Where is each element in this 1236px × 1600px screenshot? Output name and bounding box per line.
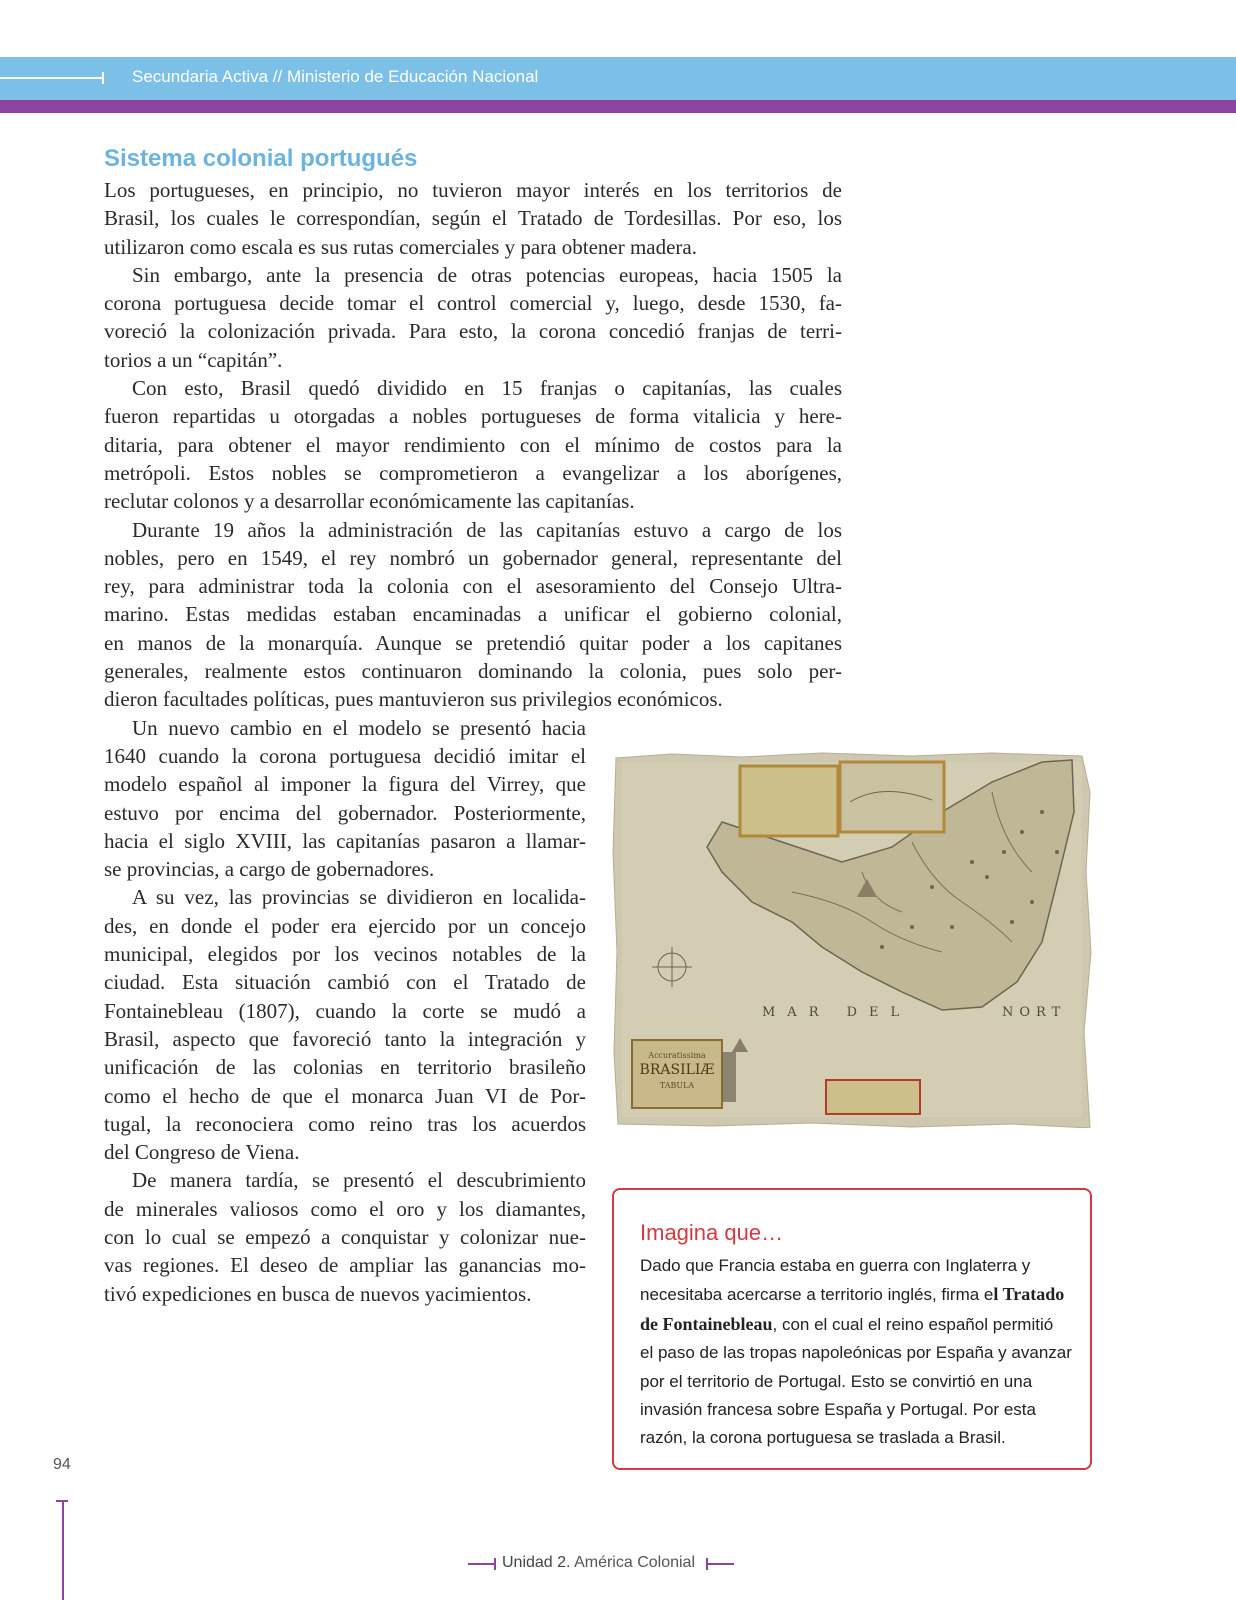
callout-body — [640, 1252, 1080, 1453]
text-line: ciudad. Esta situación cambió con el Tratado de — [104, 970, 586, 995]
text-line: metrópoli. Estos nobles se comprometieron a evangelizar a los aborígenes, — [104, 460, 842, 485]
text-line: tivó expediciones en busca de nuevos yacimientos. — [104, 1281, 532, 1306]
footer-left-tick — [494, 1558, 496, 1570]
map-cartouche-line-3: TABULA — [659, 1081, 695, 1090]
text-line: Brasil, aspecto que favoreció tanto la integración y — [104, 1026, 586, 1051]
footer-right-line — [706, 1563, 734, 1565]
text-line: hacia el siglo XVIII, las capitanías pasaron a llamar- — [104, 828, 586, 853]
callout-line — [640, 1280, 1080, 1309]
header-rule-tick — [102, 72, 104, 84]
callout-text: , con el cual el reino español permitió — [772, 1314, 1054, 1334]
footer-unit-name: América Colonial — [574, 1554, 695, 1571]
callout-text: Dado que Francia estaba en guerra con Inglaterra y — [640, 1256, 1031, 1275]
paragraph — [104, 374, 842, 515]
text-line: corona portuguesa decide tomar el control comercial y, luego, desde 1530, fa- — [104, 291, 842, 316]
header-title: Secundaria Activa // Ministerio de Educación Nacional — [132, 67, 539, 86]
text-line: en manos de la monarquía. Aunque se pretendió quitar poder a los capitanes — [104, 630, 842, 655]
callout-text: necesitaba acercarse a territorio inglés, firma e — [640, 1285, 994, 1305]
text-line: dieron facultades políticas, pues mantuvieron sus privilegios económicos. — [104, 687, 723, 712]
text-line: tugal, la reconociera como reino tras los acuerdos — [104, 1111, 586, 1136]
imagina-que-callout — [612, 1188, 1092, 1470]
text-line: reclutar colonos y a desarrollar económicamente las capitanías. — [104, 489, 635, 514]
text-line: nobles, pero en 1549, el rey nombró un gobernador general, representante del — [104, 545, 842, 570]
text-line: de minerales valiosos como el oro y los diamantes, — [104, 1196, 586, 1221]
paragraph — [104, 261, 842, 374]
callout-text: el paso de las tropas napoleónicas por España y avanzar — [640, 1343, 1072, 1363]
text-line: ditaria, para obtener el mayor rendimiento con el mínimo de costos para la — [104, 432, 842, 457]
header-stripe — [0, 100, 1236, 113]
text-line: modelo español al imponer la figura del Virrey, que — [104, 772, 586, 797]
text-line: des, en donde el poder era ejercido por un concejo — [104, 913, 586, 938]
text-line: Durante 19 años la administración de las capitanías estuvo a cargo de los — [132, 517, 842, 542]
text-line: voreció la colonización privada. Para esto, la corona concedió franjas de terri- — [104, 319, 842, 344]
text-line: De manera tardía, se presentó el descubrimiento — [132, 1168, 586, 1193]
text-line: Sin embargo, ante la presencia de otras potencias europeas, hacia 1505 la — [132, 262, 842, 287]
text-line: 1640 cuando la corona portuguesa decidió imitar el — [104, 743, 586, 768]
callout-bold-text: de Fontainebleau — [640, 1313, 773, 1334]
header-rule — [0, 77, 104, 79]
side-line — [62, 1500, 64, 1600]
text-line: vas regiones. El deseo de ampliar las ganancias mo- — [104, 1253, 586, 1278]
text-line: del Congreso de Viena. — [104, 1140, 300, 1165]
text-line: Un nuevo cambio en el modelo se presentó hacia — [132, 715, 586, 740]
map-sea-label-1: MAR DEL — [762, 1005, 912, 1020]
footer-unit-label — [502, 1554, 695, 1572]
text-line: generales, realmente estos continuaron dominando la colonia, pues solo per- — [104, 659, 842, 684]
text-line: rey, para administrar toda la colonia con el asesoramiento del Consejo Ultra- — [104, 574, 842, 599]
map-cartouche-line-2: BRASILIÆ — [639, 1062, 715, 1078]
footer-unit: Unidad 2. — [502, 1554, 571, 1571]
callout-line — [640, 1339, 1080, 1367]
paragraph — [104, 176, 842, 261]
map-image — [612, 752, 1094, 1128]
callout-line — [640, 1424, 1080, 1452]
map-cartouche-line-1: Accuratissima — [648, 1051, 706, 1060]
map-sea-label-2: NORT — [1002, 1005, 1067, 1020]
text-line: se provincias, a cargo de gobernadores. — [104, 857, 435, 882]
page-number: 94 — [53, 1456, 71, 1473]
callout-title: Imagina que… — [640, 1220, 784, 1245]
text-line: Brasil, los cuales le correspondían, según el Tratado de Tordesillas. Por eso, los — [104, 206, 842, 231]
text-line: Los portugueses, en principio, no tuvieron mayor interés en los territorios de — [104, 178, 842, 202]
text-line: unificación de las colonias en territorio brasileño — [104, 1055, 586, 1080]
text-line: torios a un “capitán”. — [104, 347, 283, 372]
text-line: con lo cual se empezó a conquistar y colonizar nue- — [104, 1224, 586, 1249]
text-line: Con esto, Brasil quedó dividido en 15 franjas o capitanías, las cuales — [132, 376, 842, 401]
section-title: Sistema colonial portugués — [104, 145, 418, 172]
callout-line — [640, 1368, 1080, 1396]
text-line: utilizaron como escala es sus rutas comerciales y para obtener madera. — [104, 234, 697, 259]
footer-left-line — [468, 1563, 496, 1565]
paragraph — [104, 516, 842, 714]
body-text — [104, 176, 842, 1308]
callout-text: invasión francesa sobre España y Portugal. Por esta — [640, 1400, 1036, 1420]
callout-line — [640, 1252, 1080, 1280]
callout-text: por el territorio de Portugal. Esto se convirtió en una — [640, 1371, 1033, 1391]
callout-line — [640, 1396, 1080, 1424]
callout-line — [640, 1310, 1080, 1339]
text-line: fueron repartidas u otorgadas a nobles portugueses de forma vitalicia y here- — [104, 404, 842, 429]
text-line: A su vez, las provincias se dividieron en localida- — [132, 885, 586, 910]
text-line: Fontainebleau (1807), cuando la corte se mudó a — [104, 998, 586, 1023]
text-line: marino. Estas medidas estaban encaminadas a unificar el gobierno colonial, — [104, 602, 842, 627]
footer — [0, 1552, 1236, 1576]
callout-bold-text: l Tratado — [993, 1284, 1065, 1305]
antique-brazil-map — [612, 752, 1094, 1128]
text-line: estuvo por encima del gobernador. Posteriormente, — [104, 800, 586, 825]
text-line: municipal, elegidos por los vecinos notables de la — [104, 942, 586, 967]
callout-text: razón, la corona portuguesa se traslada a Brasil. — [640, 1428, 1006, 1448]
text-line: como el hecho de que el monarca Juan VI de Por- — [104, 1083, 586, 1108]
